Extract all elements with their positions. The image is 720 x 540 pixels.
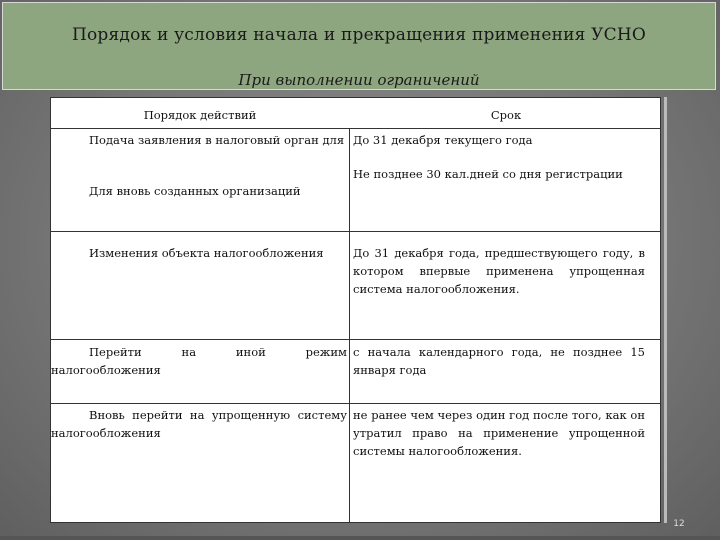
row1-action: Подача заявления в налоговый орган для bbox=[89, 133, 345, 147]
table-header-term: Срок bbox=[490, 108, 522, 122]
row1-term: До 31 декабря текущего года bbox=[353, 133, 533, 147]
row2-action: Изменения объекта налогообложения bbox=[89, 246, 324, 260]
row4-action: Вновь перейти на упрощенную систему налогообложения bbox=[51, 408, 347, 440]
column-divider bbox=[349, 129, 350, 522]
row1-term-extra: Не позднее 30 кал.дней со дня регистрации bbox=[353, 167, 623, 181]
row3-term: с начала календарного года, не позднее 15 января года bbox=[353, 345, 645, 377]
page-number: 12 bbox=[673, 519, 685, 529]
row-divider bbox=[51, 403, 660, 404]
row4-term: не ранее чем через один год после того, как он утратил право на применение упрощенной системы налогообложения. bbox=[353, 408, 645, 458]
slide-side-strip bbox=[664, 97, 667, 523]
bottom-strip bbox=[0, 536, 720, 540]
table-header-action: Порядок действий bbox=[143, 108, 257, 122]
row3-action: Перейти на иной режим налогообложения bbox=[51, 345, 347, 377]
row-divider bbox=[51, 339, 660, 340]
row2-term: До 31 декабря года, предшествующего году, в котором впервые применена упрощенная система налогообложения. bbox=[353, 246, 645, 296]
conditions-table bbox=[50, 97, 661, 523]
row1-action-extra: Для вновь созданных организаций bbox=[89, 184, 301, 198]
slide-title: Порядок и условия начала и прекращения применения УСНО bbox=[71, 25, 647, 45]
header-divider bbox=[51, 128, 660, 129]
slide-header bbox=[2, 2, 716, 90]
row-divider bbox=[51, 231, 660, 232]
slide-subtitle: При выполнении ограничений bbox=[238, 71, 480, 89]
